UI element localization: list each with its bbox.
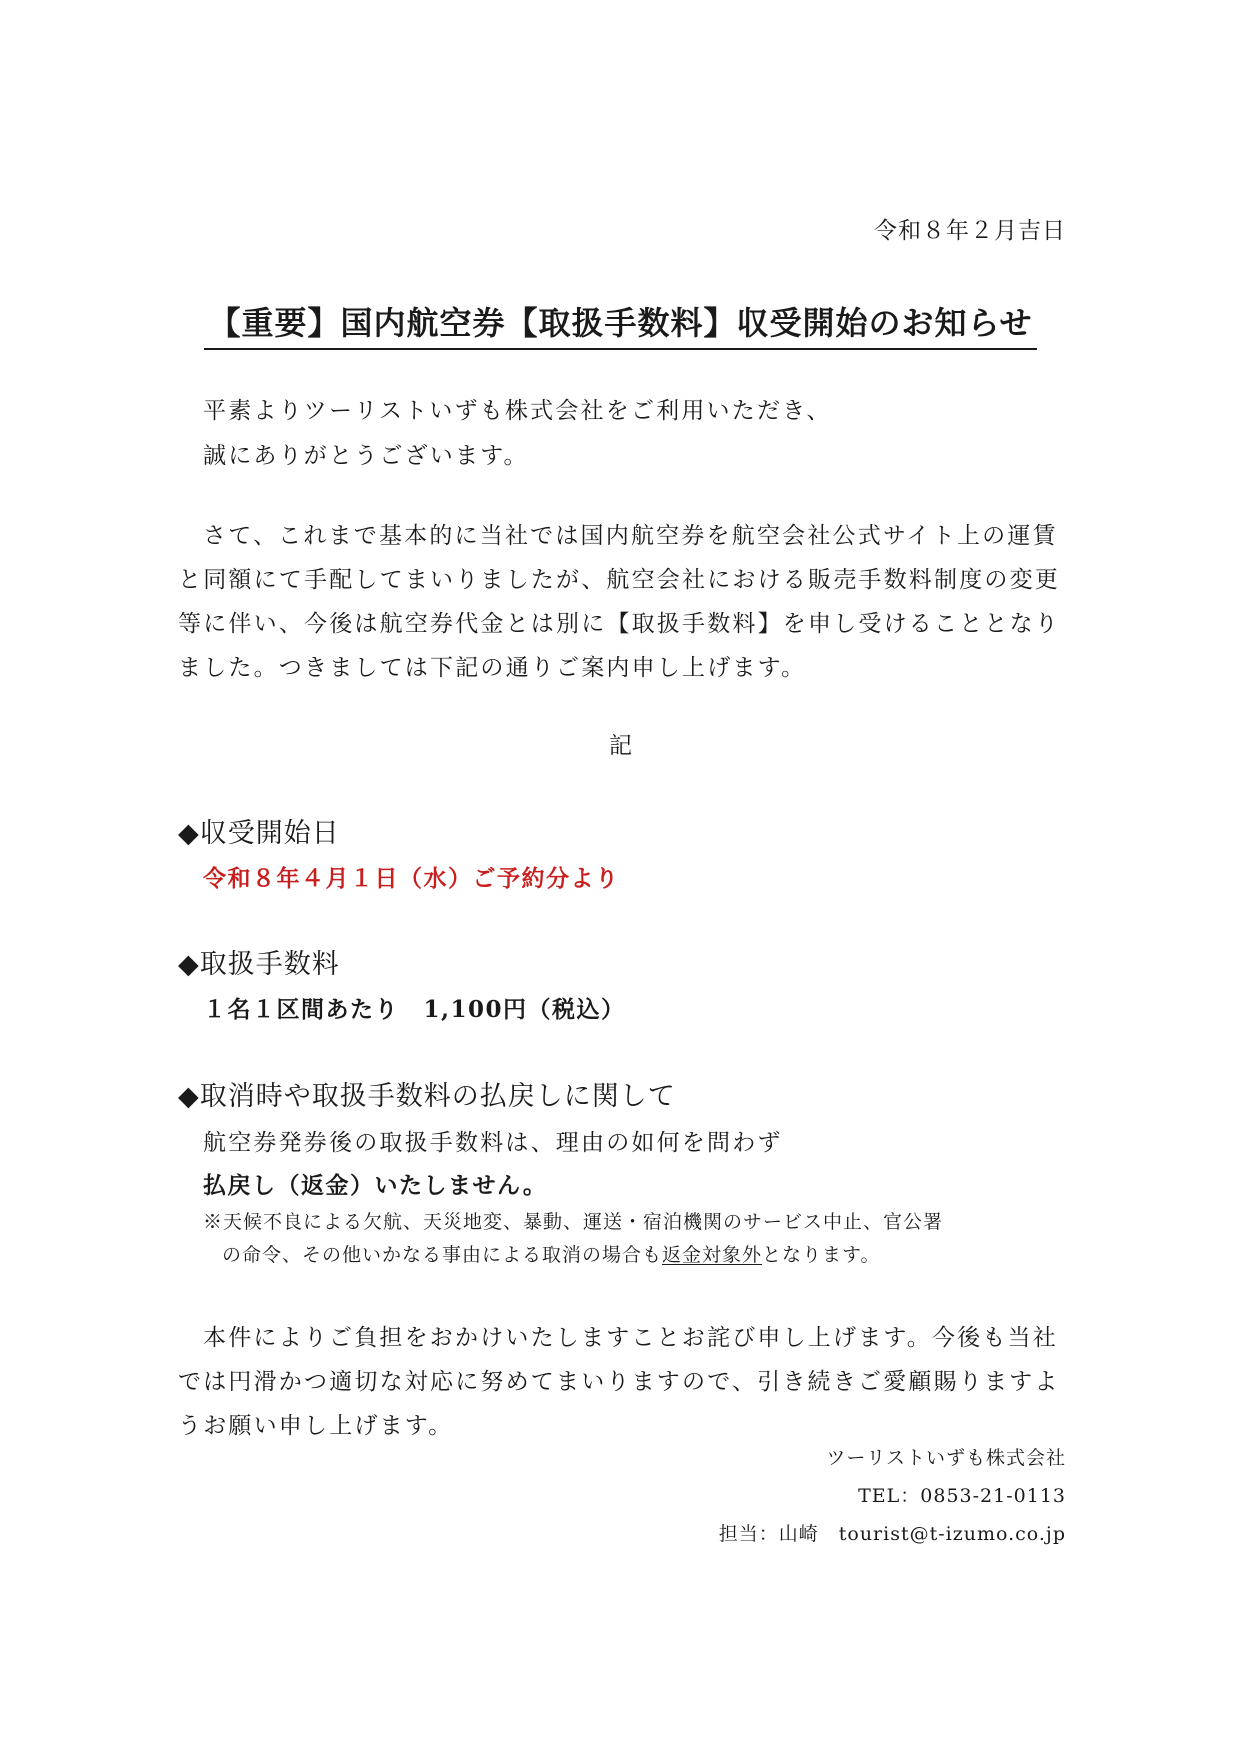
cancel-line-1: 航空券発券後の取扱手数料は、理由の如何を問わず bbox=[203, 1130, 783, 1156]
body-line-3: 等に伴い、今後は航空券代金とは別に【取扱手数料】を申し受けることとなり bbox=[178, 611, 1060, 637]
fee-heading: ◆取扱手数料 bbox=[178, 949, 340, 980]
body-line-1: さて、これまで基本的に当社では国内航空券を航空会社公式サイト上の運賃 bbox=[203, 523, 1058, 549]
issue-date: 令和８年２月吉日 bbox=[874, 218, 1066, 244]
closing-line-2: では円滑かつ適切な対応に努めてまいりますので、引き続きご愛顧賜りますよ bbox=[178, 1369, 1060, 1395]
ki-marker: 記 bbox=[609, 733, 632, 759]
body-line-4: ました。つきましては下記の通りご案内申し上げます。 bbox=[178, 655, 807, 681]
cancel-note-post: となります。 bbox=[762, 1244, 881, 1266]
cancel-note-line-1: ※天候不良による欠航、天災地変、暴動、運送・宿泊機関のサービス中止、官公署 bbox=[203, 1211, 944, 1233]
refund-excluded-text: 返金対象外 bbox=[662, 1244, 763, 1266]
signature-contact: 担当：山崎 tourist@t-izumo.co.jp bbox=[718, 1523, 1066, 1545]
start-date-heading: ◆収受開始日 bbox=[178, 818, 340, 849]
cancel-line-2: 払戻し（返金）いたしません。 bbox=[203, 1172, 548, 1199]
cancel-heading: ◆取消時や取扱手数料の払戻しに関して bbox=[178, 1081, 676, 1112]
signature-company: ツーリストいずも株式会社 bbox=[826, 1447, 1066, 1469]
body-line-2: と同額にて手配してまいりましたが、航空会社における販売手数料制度の変更 bbox=[178, 567, 1060, 593]
signature-tel: TEL：0853-21-0113 bbox=[858, 1485, 1066, 1507]
start-date-value: 令和８年４月１日（水）ご予約分より bbox=[203, 865, 620, 892]
cancel-note-line-2 bbox=[222, 1240, 881, 1267]
notice-title-text: 【重要】国内航空券【取扱手数料】収受開始のお知らせ bbox=[204, 298, 1036, 350]
notice-title bbox=[0, 298, 1241, 350]
cancel-note-pre: の命令、その他いかなる事由による取消の場合も bbox=[222, 1244, 663, 1266]
closing-line-3: うお願い申し上げます。 bbox=[178, 1413, 454, 1439]
fee-value: １名１区間あたり 1,100円（税込） bbox=[203, 996, 626, 1023]
closing-line-1: 本件によりご負担をおかけいたしますことお詫び申し上げます。今後も当社 bbox=[203, 1325, 1058, 1351]
greeting-line-2: 誠にありがとうございます。 bbox=[203, 443, 529, 469]
greeting-line-1: 平素よりツーリストいずも株式会社をご利用いただき、 bbox=[203, 398, 832, 424]
